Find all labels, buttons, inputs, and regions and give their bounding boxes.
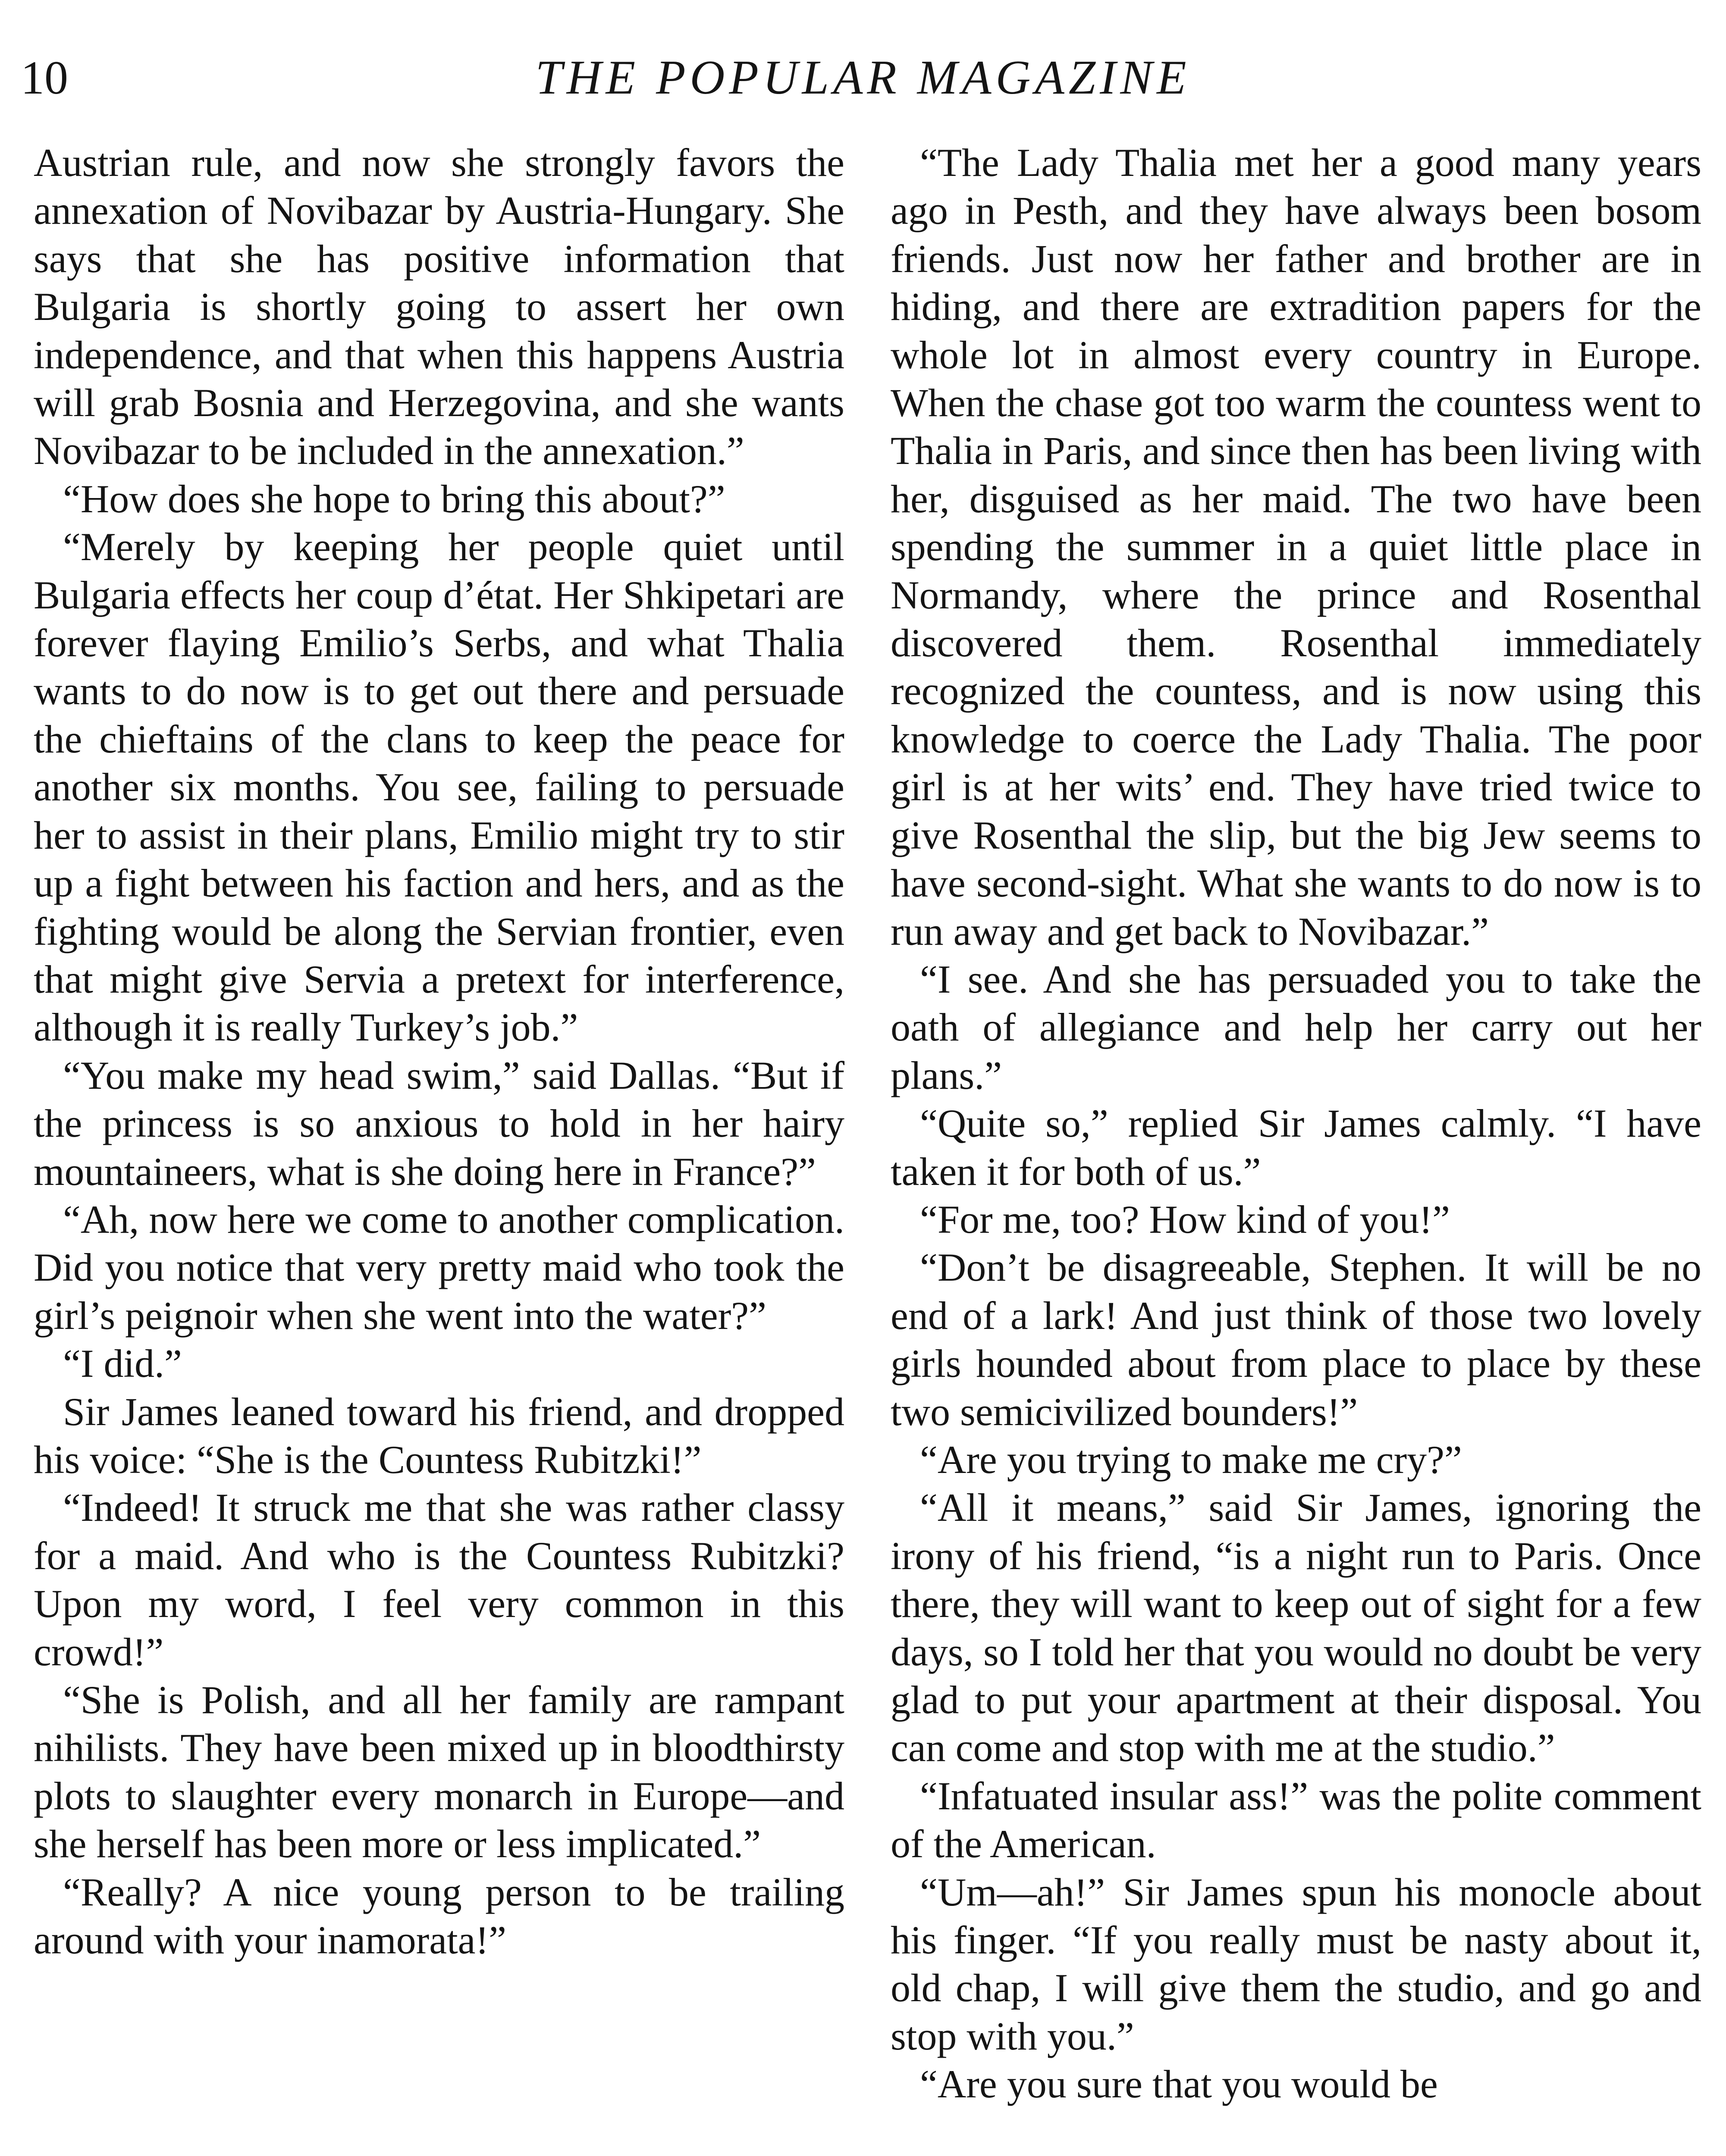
- paragraph: “I see. And she has persuaded you to take the oath of allegiance and help her carry out her plans.”: [891, 957, 1701, 1097]
- right-column: [891, 139, 1701, 2109]
- paragraph: “All it means,” said Sir James, ignoring the irony of his friend, “is a night run to Paris. Once there, they will want to keep out of sight for a few days, so I told her that you would no doubt be very glad to put your apartment at their disposal. You can come and stop with me at the studio.”: [891, 1485, 1701, 1770]
- left-column: [34, 139, 844, 1964]
- paragraph: “Are you sure that you would be: [920, 2062, 1438, 2106]
- paragraph: “For me, too? How kind of you!”: [920, 1197, 1450, 1241]
- paragraph: “I did.”: [63, 1341, 182, 1386]
- paragraph: “She is Polish, and all her family are rampant nihilists. They have been mixed up in bloodthirsty plots to slaughter every monarch in Europe—and she herself has been more or less implicated.”: [34, 1678, 844, 1866]
- paragraph: Sir James leaned toward his friend, and dropped his voice: “She is the Countess Rubitzki!”: [34, 1389, 844, 1482]
- paragraph: “Um—ah!” Sir James spun his monocle about his finger. “If you really must be nasty about it, old chap, I will give them the studio, and go and stop with you.”: [891, 1870, 1701, 2058]
- paragraph: “Really? A nice young person to be trailing around with your inamorata!”: [34, 1870, 844, 1962]
- running-head: THE POPULAR MAGAZINE: [535, 51, 1191, 104]
- paragraph: “Merely by keeping her people quiet until Bulgaria effects her coup d’état. Her Shkipetari are forever flaying Emilio’s Serbs, and what Thalia wants to do now is to get out there and persuade the chieftains of the clans to keep the peace for another six months. You see, failing to persuade her to assist in their plans, Emilio might try to stir up a fight between his faction and hers, and as the fighting would be along the Servian frontier, even that might give Servia a pretext for interference, although it is really Turkey’s job.”: [34, 525, 844, 1050]
- paragraph: “The Lady Thalia met her a good many years ago in Pesth, and they have always been bosom friends. Just now her father and brother are in hiding, and there are extradition papers for the whole lot in almost every country in Europe. When the chase got too warm the countess went to Thalia in Paris, and since then has been living with her, disguised as her maid. The two have been spending the summer in a quiet little place in Normandy, where the prince and Rosenthal discovered them. Rosenthal immediately recognized the countess, and is now using this knowledge to coerce the Lady Thalia. The poor girl is at her wits’ end. They have tried twice to give Rosenthal the slip, but the big Jew seems to have second-sight. What she wants to do now is to run away and get back to Novibazar.”: [891, 141, 1701, 953]
- paragraph: “How does she hope to bring this about?”: [63, 476, 725, 521]
- page-header: [0, 45, 1726, 110]
- paragraph: “Ah, now here we come to another complication. Did you notice that very pretty maid who took the girl’s peignoir when she went into the water?”: [34, 1197, 844, 1338]
- paragraph: “Indeed! It struck me that she was rather classy for a maid. And who is the Countess Rubitzki? Upon my word, I feel very common in this crowd!”: [34, 1485, 844, 1674]
- paragraph: “Don’t be disagreeable, Stephen. It will be no end of a lark! And just think of those two lovely girls hounded about from place to place by these two semicivilized bounders!”: [891, 1245, 1701, 1434]
- paragraph: “You make my head swim,” said Dallas. “But if the princess is so anxious to hold in her hairy mountaineers, what is she doing here in France?”: [34, 1053, 844, 1194]
- paragraph: “Infatuated insular ass!” was the polite comment of the American.: [891, 1774, 1701, 1866]
- paragraph: Austrian rule, and now she strongly favors the annexation of Novibazar by Austria-Hungary. She says that she has positive information that Bulgaria is shortly going to assert her own independence, and that when this happens Austria will grab Bosnia and Herzegovina, and she wants Novibazar to be included in the annexation.”: [34, 141, 844, 473]
- page-number: 10: [21, 51, 68, 104]
- paragraph: “Quite so,” replied Sir James calmly. “I have taken it for both of us.”: [891, 1101, 1701, 1194]
- paragraph: “Are you trying to make me cry?”: [920, 1437, 1462, 1482]
